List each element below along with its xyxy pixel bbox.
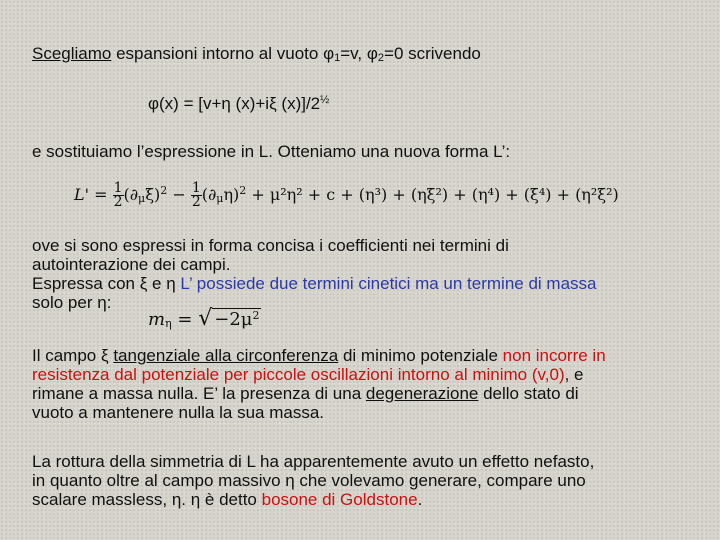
sqrt-sign: √ xyxy=(198,306,213,331)
fraction-half: $\frac{1}{2}$ xyxy=(191,180,201,210)
radicand: $-2\mu^2$ xyxy=(214,309,260,330)
lagrangian-formula: L' = $\frac{1}{2}$ $(\partial_\mu\xi)^2$ − $\frac{1}{2}$ $(\partial_\mu\eta)^2 + \mu^2\eta^2 + c + (\eta^3) + (\eta\xi^2) + (\eta^4) + (\xi^4) + (\eta^2\xi^2)$ xyxy=(74,180,619,210)
mass-formula: $m_\eta$ = √ $-2\mu^2$ xyxy=(148,306,260,331)
coefficients-paragraph: ove si sono espressi in forma concisa i coefficienti nei termini di autointerazione dei campi. Espressa con ξ e η L’ possiede due termini cinetici ma un termine di massa solo per η: xyxy=(32,236,597,312)
substitution-line: e sostituiamo l’espressione in L. Otteniamo una nuova forma L’: xyxy=(32,142,511,161)
goldstone-paragraph: La rottura della simmetria di L ha apparentemente avuto un effetto nefasto, in quanto oltre al campo massivo η che volevamo generare, compare uno scalare massless, η. η è detto bosone di Goldstone. xyxy=(32,452,595,509)
xi-field-paragraph: Il campo ξ tangenziale alla circonferenza di minimo potenziale non incorre in resistenza dal potenziale per piccole oscillazioni intorno al minimo (v,0), e rimane a massa nulla. E’ la presenza di una degenerazione dello stato di vuoto a mantenere nulla la sua massa. xyxy=(32,346,606,422)
intro-line: Scegliamo espansioni intorno al vuoto $\varphi_1=v$, $\varphi_2=0$ scrivendo xyxy=(32,44,481,64)
field-expansion: φ(x) = [v+η (x)+iξ $(x)]/2^{\frac{1}{2}}$ xyxy=(148,94,330,113)
fraction-half: $\frac{1}{2}$ xyxy=(113,180,123,210)
underlined-word: Scegliamo xyxy=(32,44,112,63)
